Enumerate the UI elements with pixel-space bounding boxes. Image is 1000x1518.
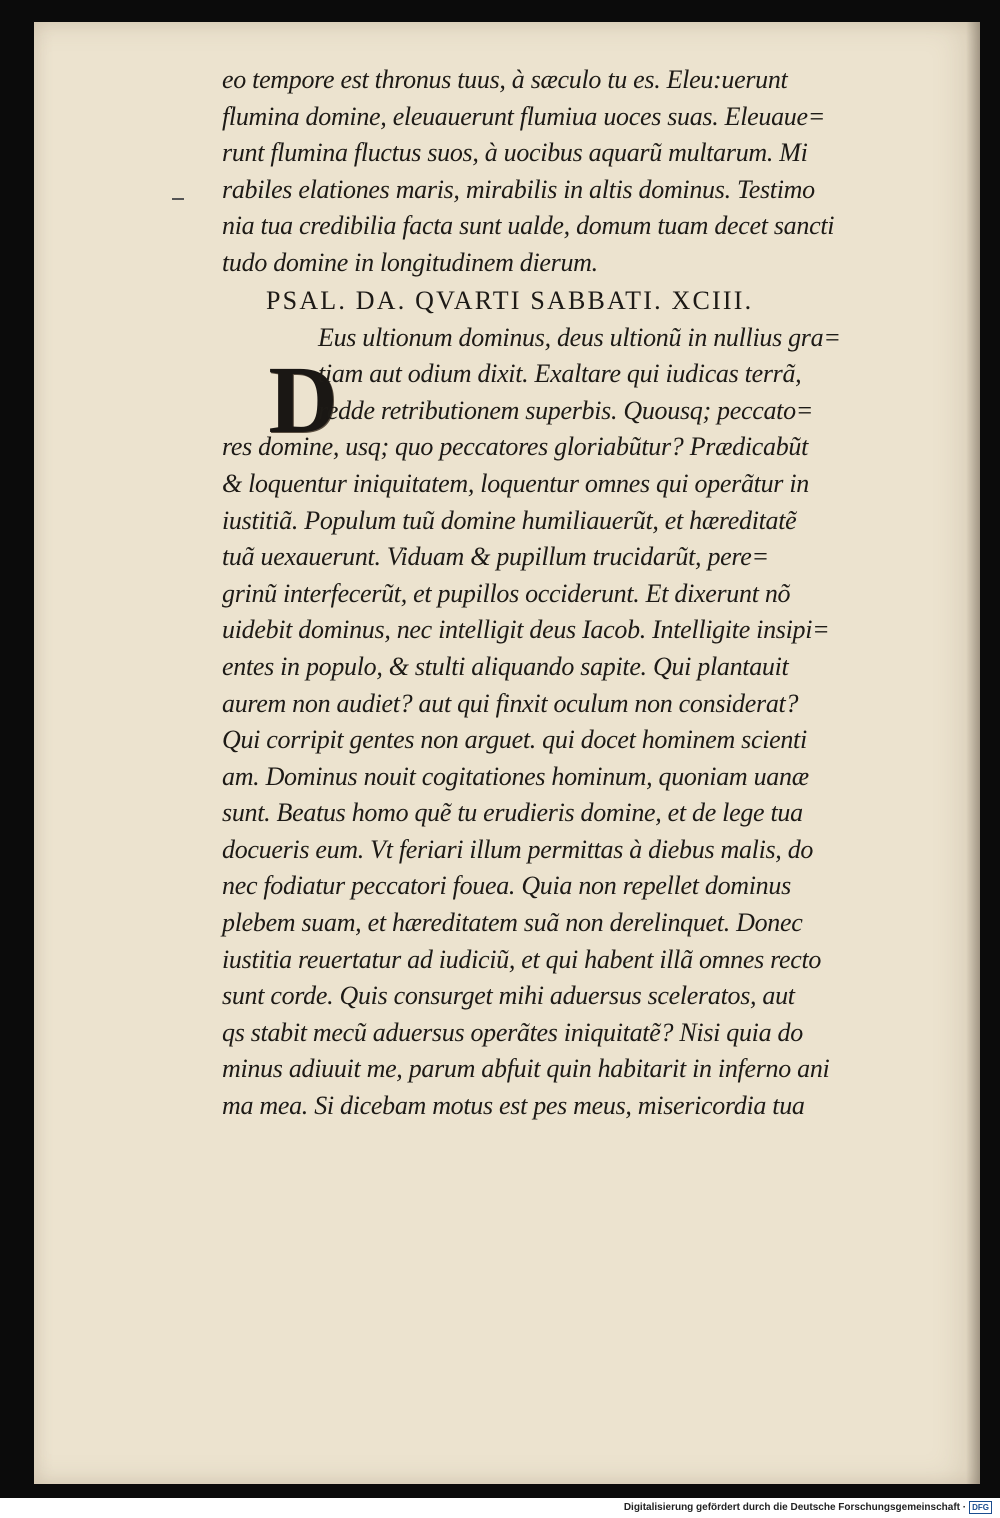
- text-line: tuã uexauerunt. Viduam & pupillum trucidarũt, pere=: [222, 542, 769, 572]
- footer-credit-text: Digitalisierung gefördert durch die Deutsche Forschungsgemeinschaft ·: [623, 1502, 967, 1513]
- text-line: sunt. Beatus homo quẽ tu erudieris domine, et de lege tua: [222, 798, 803, 828]
- text-line: rabiles elationes maris, mirabilis in altis dominus. Testimo: [222, 174, 815, 204]
- text-line: qs stabit mecũ aduersus operãtes iniquitatẽ? Nisi quia do: [222, 1017, 803, 1047]
- text-line: eo tempore est thronus tuus, à sæculo tu es. Eleu:uerunt: [222, 65, 788, 94]
- text-line: flumina domine, eleuauerunt flumiua uoces suas. Eleuaue=: [222, 101, 825, 131]
- text-line-initial: Eus ultionum dominus, deus ultionũ in nullius gra=: [318, 322, 841, 352]
- text-line: Qui corripit gentes non arguet. qui docet hominem scienti: [222, 725, 807, 755]
- psalm-text-block: [222, 62, 912, 1125]
- psalm-heading: PSAL. DA. QVARTI SABBATI. XCIII.: [266, 285, 754, 315]
- text-line: ma mea. Si dicebam motus est pes meus, misericordia tua: [222, 1091, 805, 1121]
- text-line: iustitiã. Populum tuũ domine humiliauerũt, et hæreditatẽ: [222, 505, 797, 535]
- text-line: docueris eum. Vt feriari illum permittas à diebus malis, do: [222, 834, 814, 864]
- page-edge-shadow: [966, 22, 980, 1484]
- text-line-initial: tiam aut odium dixit. Exaltare qui iudicas terrã,: [318, 359, 802, 389]
- margin-mark: [172, 198, 184, 200]
- text-line: & loquentur iniquitatem, loquentur omnes qui operãtur in: [222, 468, 809, 498]
- text-line: sunt corde. Quis consurget mihi aduersus sceleratos, aut: [222, 981, 795, 1011]
- text-line: tudo domine in longitudinem dierum.: [222, 247, 598, 277]
- text-line: minus adiuuit me, parum abfuit quin habitarit in inferno ani: [222, 1054, 830, 1084]
- text-line: am. Dominus nouit cogitationes hominum, quoniam uanæ: [222, 761, 809, 791]
- text-line: plebem suam, et hæreditatem suã non derelinquet. Donec: [222, 908, 803, 938]
- dfg-logo[interactable]: DFG: [969, 1501, 992, 1514]
- text-line: uidebit dominus, nec intelligit deus Iacob. Intelligite insipi=: [222, 615, 830, 645]
- text-line: nia tua credibilia facta sunt ualde, domum tuam decet sancti: [222, 211, 835, 241]
- decorated-initial-letter: D: [268, 346, 338, 453]
- text-line: grinũ interfecerũt, et pupillos occiderunt. Et dixerunt nõ: [222, 578, 791, 608]
- digitization-footer: [624, 1501, 992, 1514]
- text-line: iustitia reuertatur ad iudiciũ, et qui habent illã omnes recto: [222, 944, 822, 974]
- text-line: res domine, usq; quo peccatores gloriabũtur? Prædicabũt: [222, 432, 809, 462]
- text-line: nec fodiatur peccatori fouea. Quia non repellet dominus: [222, 871, 791, 901]
- text-line: entes in populo, & stulti aliquando sapite. Qui plantauit: [222, 651, 789, 681]
- text-line: runt flumina fluctus suos, à uocibus aquarũ multarum. Mi: [222, 138, 808, 168]
- text-line-initial: redde retributionem superbis. Quousq; peccato=: [318, 395, 814, 425]
- text-line: aurem non audiet? aut qui finxit oculum non considerat?: [222, 688, 799, 718]
